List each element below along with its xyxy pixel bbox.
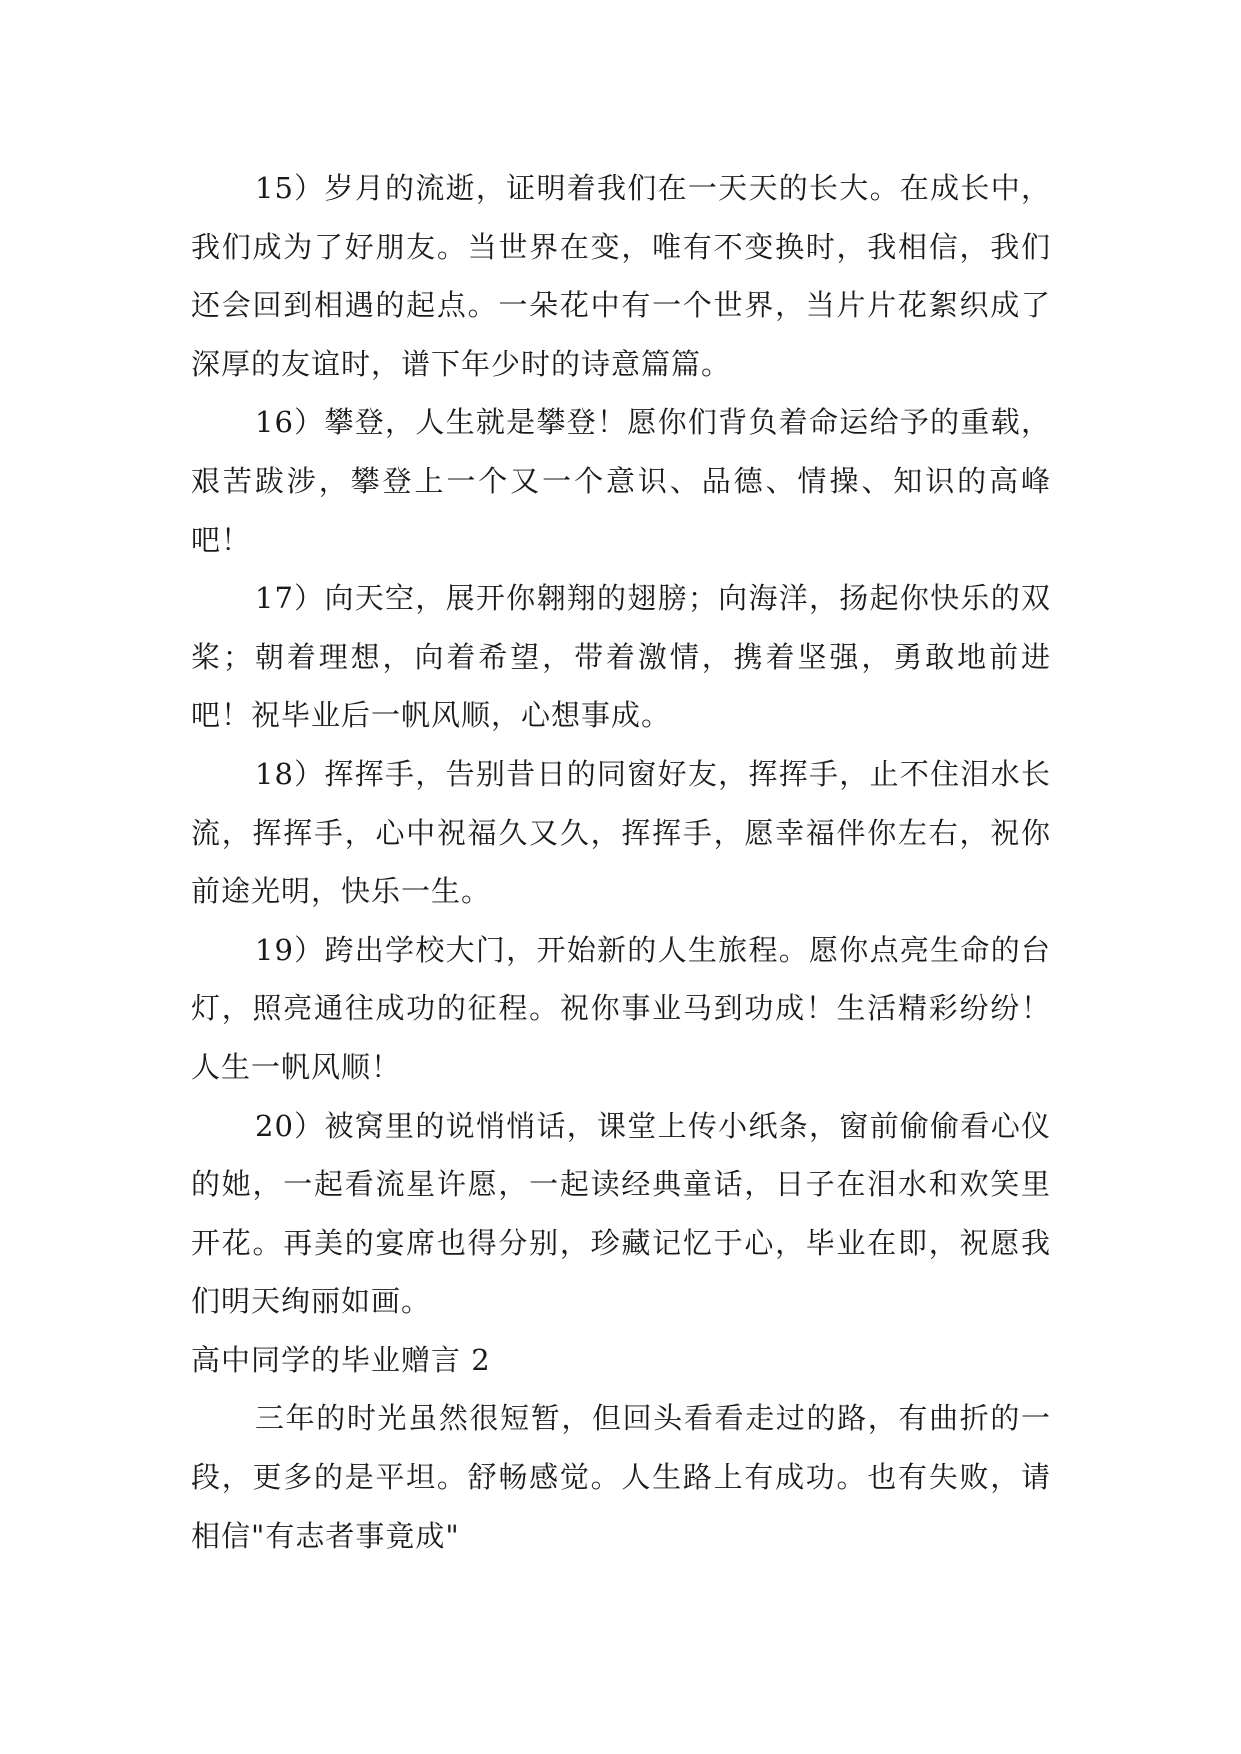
paragraph-18: 18）挥挥手，告别昔日的同窗好友，挥挥手，止不住泪水长流，挥挥手，心中祝福久又久，挥挥手，愿幸福伴你左右，祝你前途光明，快乐一生。 [191, 756, 1051, 909]
paragraph-17: 17）向天空，展开你翱翔的翅膀；向海洋，扬起你快乐的双桨；朝着理想，向着希望，带着激情，携着坚强，勇敢地前进吧！祝毕业后一帆风顺，心想事成。 [191, 581, 1051, 733]
paragraph-20: 20）被窝里的说悄悄话，课堂上传小纸条，窗前偷偷看心仪的她，一起看流星许愿，一起读经典童话，日子在泪水和欢笑里开花。再美的宴席也得分别，珍藏记忆于心，毕业在即，祝愿我们明天绚丽如画。 [191, 1108, 1051, 1319]
document-body [191, 159, 1051, 1565]
paragraph-19: 19）跨出学校大门，开始新的人生旅程。愿你点亮生命的台灯，照亮通往成功的征程。祝你事业马到功成！生活精彩纷纷！人生一帆风顺！ [191, 932, 1051, 1084]
paragraph-16: 16）攀登，人生就是攀登！愿你们背负着命运给予的重载，艰苦跋涉，攀登上一个又一个意识、品德、情操、知识的高峰吧！ [191, 405, 1051, 557]
paragraph-section-2-intro: 三年的时光虽然很短暂，但回头看看走过的路，有曲折的一段，更多的是平坦。舒畅感觉。人生路上有成功。也有失败，请相信"有志者事竟成" [191, 1401, 1051, 1553]
section-heading: 高中同学的毕业赠言 2 [191, 1342, 491, 1377]
paragraph-15: 15）岁月的流逝，证明着我们在一天天的长大。在成长中，我们成为了好朋友。当世界在变，唯有不变换时，我相信，我们还会回到相遇的起点。一朵花中有一个世界，当片片花絮织成了深厚的友谊时，谱下年少时的诗意篇篇。 [191, 171, 1051, 381]
